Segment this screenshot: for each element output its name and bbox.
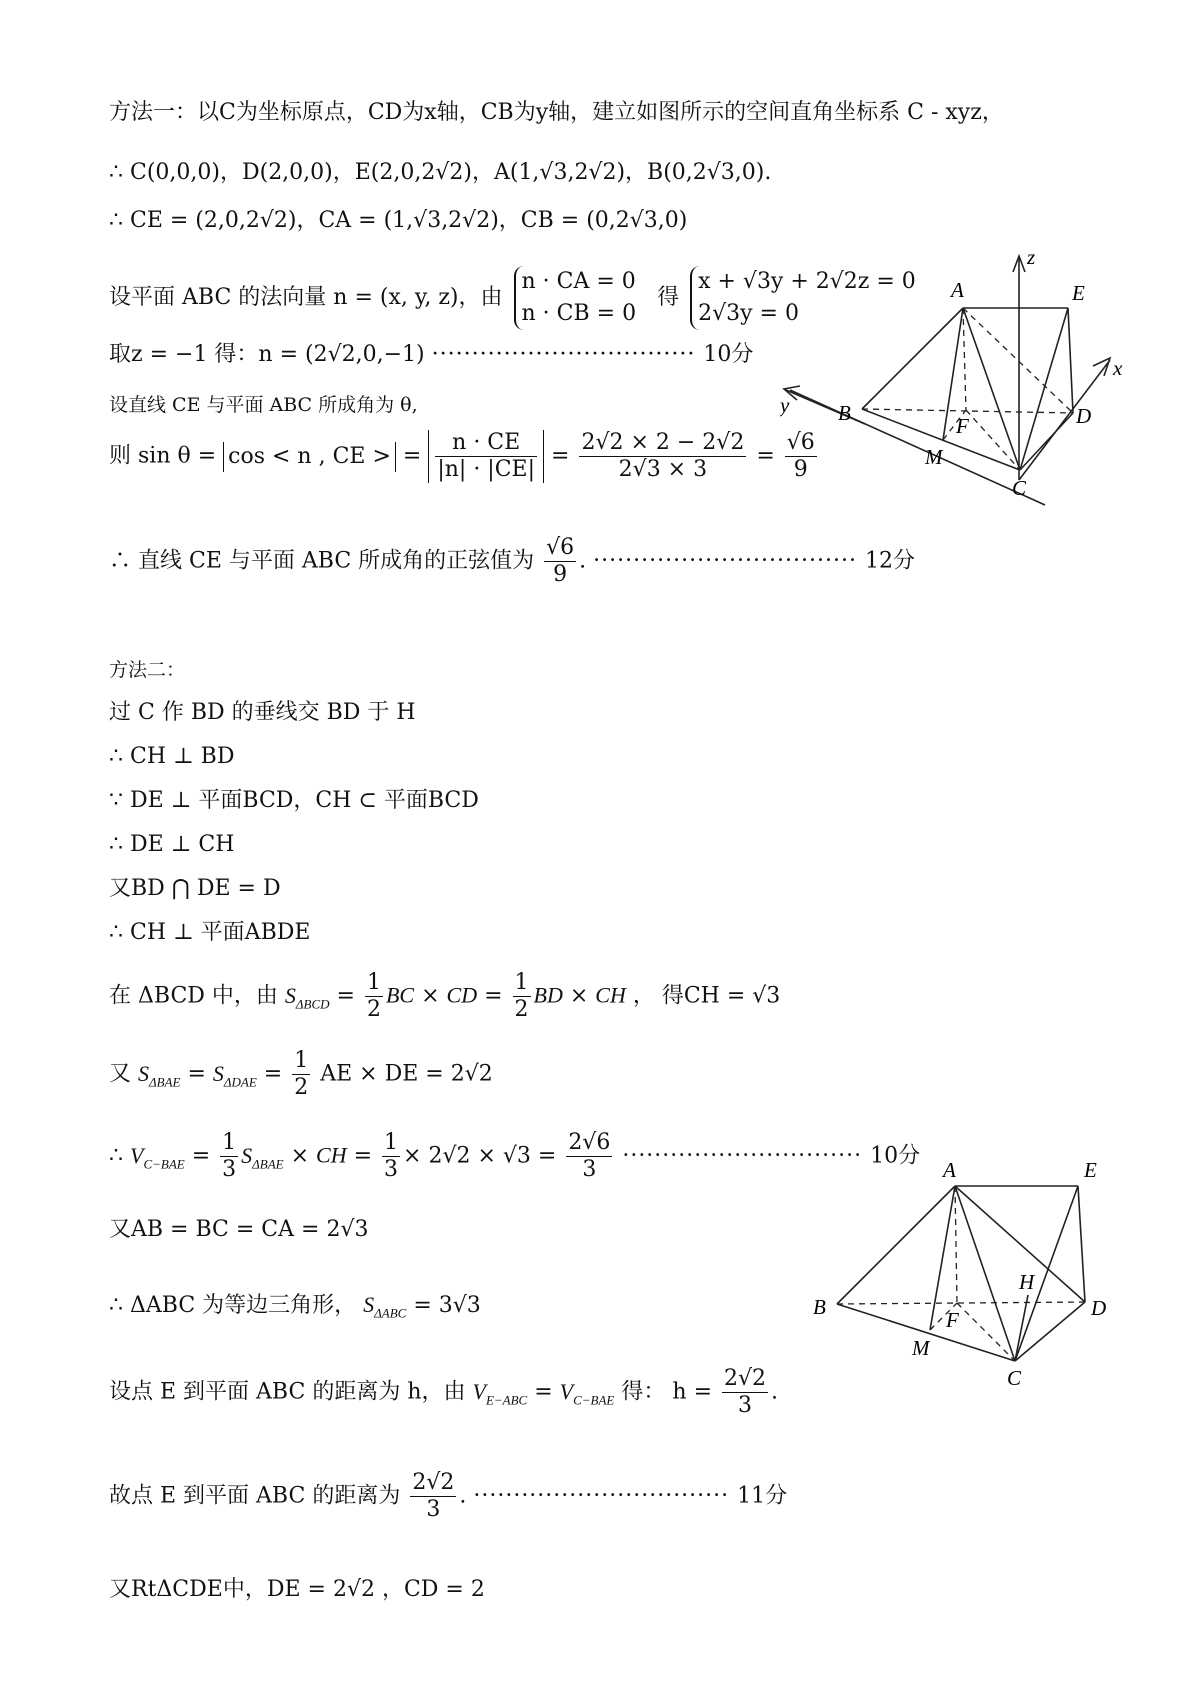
method2-line10: 又AB = BC = CA = 2√3 — [109, 1217, 369, 1242]
method2-line5: 又BD ⋂ DE = D — [109, 876, 281, 901]
score-11: 11分 — [737, 1483, 788, 1509]
fig2-label-F: F — [946, 1308, 959, 1332]
score-10: 10分 — [703, 342, 754, 367]
conclusion-den: 9 — [553, 562, 568, 587]
line12-b: 得： — [621, 1379, 666, 1405]
fig2-label-C: C — [1007, 1366, 1022, 1390]
method2-line13: 故点 E 到平面 ABC 的距离为 $\frac{2√2}{3}$ . ································ 11分 — [109, 1470, 788, 1522]
abs-fraction: $\frac{n \cdot CE}{|n| \cdot |CE|}$ — [428, 430, 544, 483]
fig2-label-D: D — [1091, 1296, 1107, 1320]
line12-h: h = — [672, 1379, 713, 1405]
normal-intro: 设平面 ABC 的法向量 n = (x, y, z)，由 — [109, 285, 503, 310]
line13-den: 3 — [426, 1497, 441, 1522]
fig2-label-A: A — [943, 1158, 956, 1182]
normal-system-2-row1: x + √3y + 2√2z = 0 — [698, 269, 916, 294]
line8-b: AE × DE = 2√2 — [320, 1061, 493, 1087]
label-y: y — [780, 393, 790, 417]
line8-a: 又 — [109, 1061, 132, 1087]
method2-line6: ∴ CH ⊥ 平面ABDE — [109, 920, 311, 945]
label-M: M — [925, 445, 943, 469]
label-D: D — [1076, 404, 1092, 428]
label-x: x — [1113, 356, 1123, 380]
line11-a: ∴ ΔABC 为等边三角形， — [109, 1293, 357, 1318]
normal-system-1-row1: n · CA = 0 — [521, 269, 636, 294]
score-12: 12分 — [864, 548, 915, 574]
method1-sin: 则 sin θ = cos < n , CE > = $\frac{n \cdot CE}{|n| \cdot |CE|}$ = $\frac{2√2 \times 2 - 2√2}{2√3 \times 3}$ = $\frac{√6}{9}$ — [109, 430, 815, 482]
line13-num: 2√2 — [412, 1470, 455, 1495]
method2-line7: 在 ΔBCD 中，由 $S_{\Delta BCD}$ = $\frac{1}{2}$ BC × CD = $\frac{1}{2}$ BD × CH ， 得CH = √3 — [109, 970, 781, 1022]
label-E: E — [1072, 281, 1085, 305]
method2-line11: ∴ ΔABC 为等边三角形， $S_{\Delta ABC} = 3√3$ — [109, 1292, 481, 1321]
line13-a: 故点 E 到平面 ABC 的距离为 — [109, 1483, 401, 1509]
line12-num: 2√2 — [724, 1366, 767, 1391]
sin-den: 2√3 × 3 — [618, 457, 708, 482]
method1-points: ∴ C(0,0,0)，D(2,0,0)，E(2,0,2√2)，A(1,√3,2√2)，B(0,2√3,0). — [109, 160, 772, 185]
method2-line3: ∵ DE ⊥ 平面BCD，CH ⊂ 平面BCD — [109, 788, 479, 813]
normal-system-1 — [514, 266, 637, 330]
fig2-label-B: B — [813, 1295, 826, 1319]
sin-result-den: 9 — [793, 457, 808, 482]
label-A: A — [951, 278, 964, 302]
line12-den: 3 — [738, 1393, 753, 1418]
label-C: C — [1012, 476, 1027, 500]
method2-line8: 又 $S_{\Delta BAE} = S_{\Delta DAE}$ = $\frac{1}{2}$ AE × DE = 2√2 — [109, 1048, 493, 1100]
method1-angle-intro: 设直线 CE 与平面 ABC 所成角为 θ, — [109, 394, 418, 416]
method2-heading: 方法二： — [109, 659, 186, 681]
sin-lhs: 则 sin θ = — [109, 443, 217, 469]
method1-take-z — [109, 340, 753, 370]
method2-line1: 过 C 作 BD 的垂线交 BD 于 H — [109, 700, 416, 725]
sin-fraction — [579, 430, 746, 483]
score-dots: ······························ — [622, 1143, 871, 1169]
fig2-label-E: E — [1084, 1158, 1097, 1182]
abs-cos: cos < n , CE > — [223, 442, 396, 472]
method1-intro: 方法一：以C为坐标原点，CD为x轴，CB为y轴，建立如图所示的空间直角坐标系 C - xyz， — [109, 100, 1004, 125]
line12-a: 设点 E 到平面 ABC 的距离为 h，由 — [109, 1379, 466, 1405]
score-dots: ································· — [593, 548, 865, 574]
method2-line4: ∴ DE ⊥ CH — [109, 832, 235, 857]
normal-get: 得 — [657, 285, 680, 310]
line7-b: 得CH = √3 — [661, 983, 781, 1009]
line7-a: 在 ΔBCD 中，由 — [109, 983, 278, 1009]
method2-line14: 又RtΔCDE中，DE = 2√2 ，CD = 2 — [109, 1577, 485, 1602]
score-dots: ································ — [473, 1483, 738, 1509]
line11-b: = 3√3 — [413, 1293, 481, 1318]
sin-result-num: √6 — [786, 430, 815, 455]
sin-num: 2√2 × 2 − 2√2 — [581, 430, 745, 455]
method2-line9: ∴ $V_{C-BAE}$ = $\frac{1}{3}$ $S_{\Delta BAE}$ × CH = $\frac{1}{3}$ × 2√2 × √3 = $\frac{2√6}{3}$ ······························ 10分 — [109, 1130, 921, 1182]
normal-system-1-row2: n · CB = 0 — [521, 301, 637, 326]
fig2-label-H: H — [1019, 1270, 1035, 1294]
score-10-m2: 10分 — [870, 1143, 921, 1169]
figure-pyramid — [795, 1155, 1125, 1415]
conclusion-text: ∴ 直线 CE 与平面 ABC 所成角的正弦值为 — [109, 548, 535, 574]
normal-system-2-row2: 2√3y = 0 — [698, 301, 799, 326]
conclusion-num: √6 — [546, 535, 575, 560]
label-F: F — [956, 414, 969, 438]
method2-line2: ∴ CH ⊥ BD — [109, 744, 235, 769]
label-B: B — [838, 401, 851, 425]
take-z: 取z = −1 得：n = (2√2,0,−1) — [109, 342, 425, 367]
fig2-label-M: M — [912, 1336, 930, 1360]
label-z: z — [1027, 250, 1036, 269]
figure-coordinate-system — [780, 250, 1140, 550]
method2-line12: 设点 E 到平面 ABC 的距离为 h，由 $V_{E-ABC} = V_{C-BAE}$ 得： h = $\frac{2√2}{3}$ . — [109, 1366, 779, 1418]
method1-conclusion: ∴ 直线 CE 与平面 ABC 所成角的正弦值为 $\frac{√6}{9}$ . ································· 12分 — [109, 535, 915, 587]
method1-vectors: ∴ CE = (2,0,2√2)，CA = (1,√3,2√2)，CB = (0,2√3,0) — [109, 208, 688, 233]
conclusion-fraction — [544, 535, 576, 588]
score-dots: ································· — [431, 342, 704, 367]
